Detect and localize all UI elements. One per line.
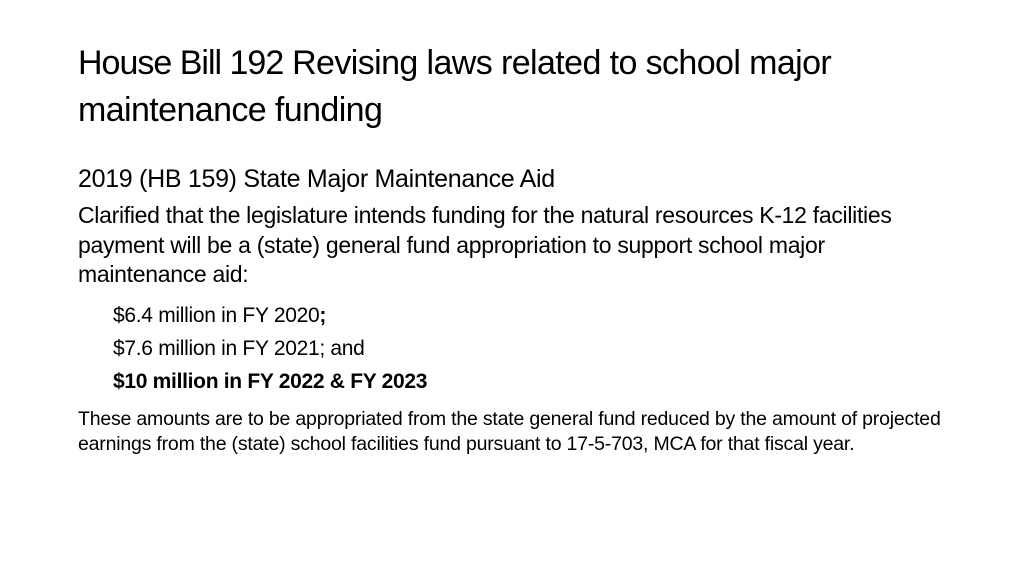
amount-fy2020-text: $6.4 million in FY 2020 bbox=[113, 304, 320, 327]
amount-fy2022-2023: $10 million in FY 2022 & FY 2023 bbox=[113, 370, 428, 393]
body-paragraph: Clarified that the legislature intends funding for the natural resources K-12 facilities payment will be a (state) general fund appropriation to support school major maintenance aid: bbox=[78, 202, 892, 287]
appropriation-note: These amounts are to be appropriated from the state general fund reduced by the amount of projected earnings from the (state) school facilities fund pursuant to 17-5-703, MCA for that fiscal year. bbox=[78, 408, 941, 455]
funding-amounts-list bbox=[113, 299, 427, 398]
amount-fy2021: $7.6 million in FY 2021; and bbox=[113, 337, 365, 360]
amount-fy2020-suffix: ; bbox=[319, 304, 327, 327]
title-description: Revising laws related to school major maintenance funding bbox=[78, 44, 832, 129]
amount-fy2020 bbox=[113, 299, 427, 332]
slide-title bbox=[78, 40, 978, 134]
title-bill-number: House Bill 192 bbox=[78, 44, 284, 82]
section-heading: 2019 (HB 159) State Major Maintenance Aid bbox=[78, 165, 555, 193]
